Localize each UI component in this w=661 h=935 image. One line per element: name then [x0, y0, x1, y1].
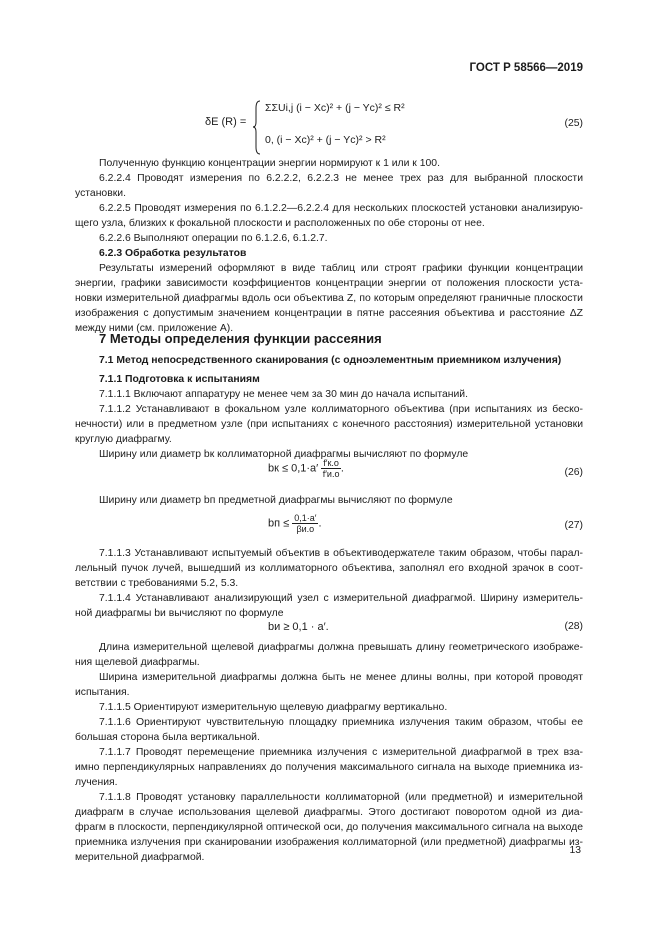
eq28-number: (28) [564, 621, 583, 632]
paragraph-line: большая сторона была вертикальной. [75, 732, 260, 743]
eq27-number: (27) [564, 520, 583, 531]
paragraph-line: нечности) или в предметном узле (при испытаниях с конечного расстояния) измерительной установки [75, 419, 583, 430]
paragraph-line: ветствии с требованиями 5.2, 5.3. [75, 578, 239, 589]
paragraph-line: имно перпендикулярных направлениях до получения максимального сигнала на выходе приемника из- [75, 762, 583, 773]
paragraph-line: между ними (см. приложение А). [75, 323, 234, 334]
paragraph-line: диафрагм в случае использования щелевой диафрагмы. Этого достигают поворотом одной из диа- [75, 807, 583, 818]
equation-27 [268, 513, 322, 534]
paragraph-line: 6.2.2.4 Проводят измерения по 6.2.2.2, 6.2.2.3 не менее трех раз для выбранной плоскости [99, 173, 583, 184]
paragraph-line: Ширина измерительной диафрагмы должна быть не менее длины волны, при которой проводят [99, 672, 583, 683]
paragraph-line: ния щелевой диафрагмы. [75, 657, 200, 668]
subsection-heading: 6.2.3 Обработка результатов [99, 248, 247, 259]
eq27-denominator: βи.о [296, 524, 315, 534]
paragraph-line: лучения. [75, 777, 118, 788]
paragraph-line: Ширину или диаметр bк коллиматорной диафрагмы вычисляют по формуле [99, 449, 469, 460]
subsection-heading: 7.1 Метод непосредственного сканирования (с одноэлементным приемником излучения) [99, 355, 562, 366]
eq25-case1: ΣΣUi,j (i − Xc)² + (j − Yc)² ≤ R² [265, 102, 405, 114]
text-block-3 [75, 546, 583, 621]
paragraph-line: испытания. [75, 687, 130, 698]
text-block-1 [75, 156, 583, 336]
paragraph-line: энергии, графики зависимости коэффициентов концентрации энергии от положения плоскости уста- [75, 278, 583, 289]
paragraph-line: приемника излучения при сканировании изображения коллиматорной (или предметной) диафрагмы из- [75, 837, 583, 848]
paragraph-line: 7.1.1.1 Включают аппаратуру не менее чем за 30 мин до начала испытаний. [99, 389, 468, 400]
eq26-numerator: f′к.о [323, 458, 339, 468]
eq26-fraction [321, 458, 341, 479]
paragraph-line: 7.1.1.5 Ориентируют измерительную щелевую диафрагму вертикально. [99, 702, 448, 713]
eq27-fraction [292, 513, 318, 534]
paragraph-line: Длина измерительной щелевой диафрагмы должна превышать длину геометрического изображе- [99, 642, 583, 653]
eq25-case2: 0, (i − Xc)² + (j − Yc)² > R² [265, 134, 386, 146]
equation-28: bи ≥ 0,1 · a′. [268, 621, 329, 633]
eq27-lhs: bп ≤ [268, 517, 290, 530]
eq27-tail: . [318, 517, 322, 530]
subsection-heading: 7.1.1 Подготовка к испытаниям [99, 374, 260, 385]
eq25-number: (25) [564, 118, 583, 129]
paragraph-line: мерительной диафрагмой. [75, 852, 205, 863]
eq26-denominator: f′и.о [322, 469, 340, 479]
paragraph-line: Результаты измерений оформляют в виде таблиц или строят графики функции концентрации [99, 263, 583, 274]
eq27-numerator: 0,1·a′ [294, 513, 317, 523]
paragraph-line: 7.1.1.8 Проводят установку параллельности коллиматорной (или предметной) и измерительной [99, 792, 583, 803]
eq26-lhs: bк ≤ 0,1·a′ [268, 462, 319, 475]
brace-icon [253, 100, 261, 155]
section-title: 7 Методы определения функции рассеяния [99, 331, 382, 346]
eq25-lhs: δE (R) = [205, 116, 247, 128]
paragraph-line: 7.1.1.2 Устанавливают в фокальном узле коллиматорного объектива (при испытаниях из беско- [99, 404, 583, 415]
paragraph-line: 7.1.1.7 Проводят перемещение приемника излучения с измерительной диафрагмой в трех вза- [99, 747, 583, 758]
paragraph-line: 7.1.1.3 Устанавливают испытуемый объектив в объективодержателе таким образом, чтобы парал- [99, 548, 583, 559]
paragraph-line: установки. [75, 188, 126, 199]
paragraph-line: Полученную функцию концентрации энергии нормируют к 1 или к 100. [99, 158, 440, 169]
text-block-4 [75, 640, 583, 865]
paragraph-line: изображения с допустимым значением концентрации в пятне рассеяния объектива и расстояние ΔZ [75, 308, 583, 319]
paragraph-line: 7.1.1.4 Устанавливают анализирующий узел с измерительной диафрагмой. Ширину измеритель- [99, 593, 583, 604]
paragraph-line: ной диафрагмы bи вычисляют по формуле [75, 608, 284, 619]
paragraph-line: 7.1.1.6 Ориентируют чувствительную площадку приемника излучения таким образом, чтобы ее [99, 717, 583, 728]
paragraph-line: 6.2.2.6 Выполняют операции по 6.1.2.6, 6.1.2.7. [99, 233, 328, 244]
paragraph-line: 6.2.2.5 Проводят измерения по 6.1.2.2—6.2.2.4 для нескольких плоскостей установки анализирую- [99, 203, 583, 214]
equation-25 [205, 100, 455, 155]
page-number: 13 [569, 845, 581, 856]
text-block-2 [75, 353, 583, 462]
paragraph-line: лельный пучок лучей, вышедший из коллиматорного объектива, заполнял его входной зрачок в соот- [75, 563, 583, 574]
equation-26 [268, 458, 344, 479]
paragraph-line: новки измерительной диафрагмы вдоль оси объектива Z, по которым определяют граничные плоскости [75, 293, 583, 304]
text-before-27 [75, 493, 583, 508]
paragraph-line: Ширину или диаметр bп предметной диафрагмы вычисляют по формуле [99, 495, 453, 506]
paragraph-line: круглую диафрагму. [75, 434, 172, 445]
eq26-number: (26) [564, 467, 583, 478]
paragraph-line: щего узла, близких к фокальной плоскости и расположенных по обе стороны от нее. [75, 218, 485, 229]
paragraph-line: фрагм в плоскости, перпендикулярной оптической оси, до получения максимального сигнала на выходе [75, 822, 583, 833]
standard-header: ГОСТ Р 58566—2019 [469, 62, 583, 74]
eq26-tail: . [340, 462, 344, 475]
